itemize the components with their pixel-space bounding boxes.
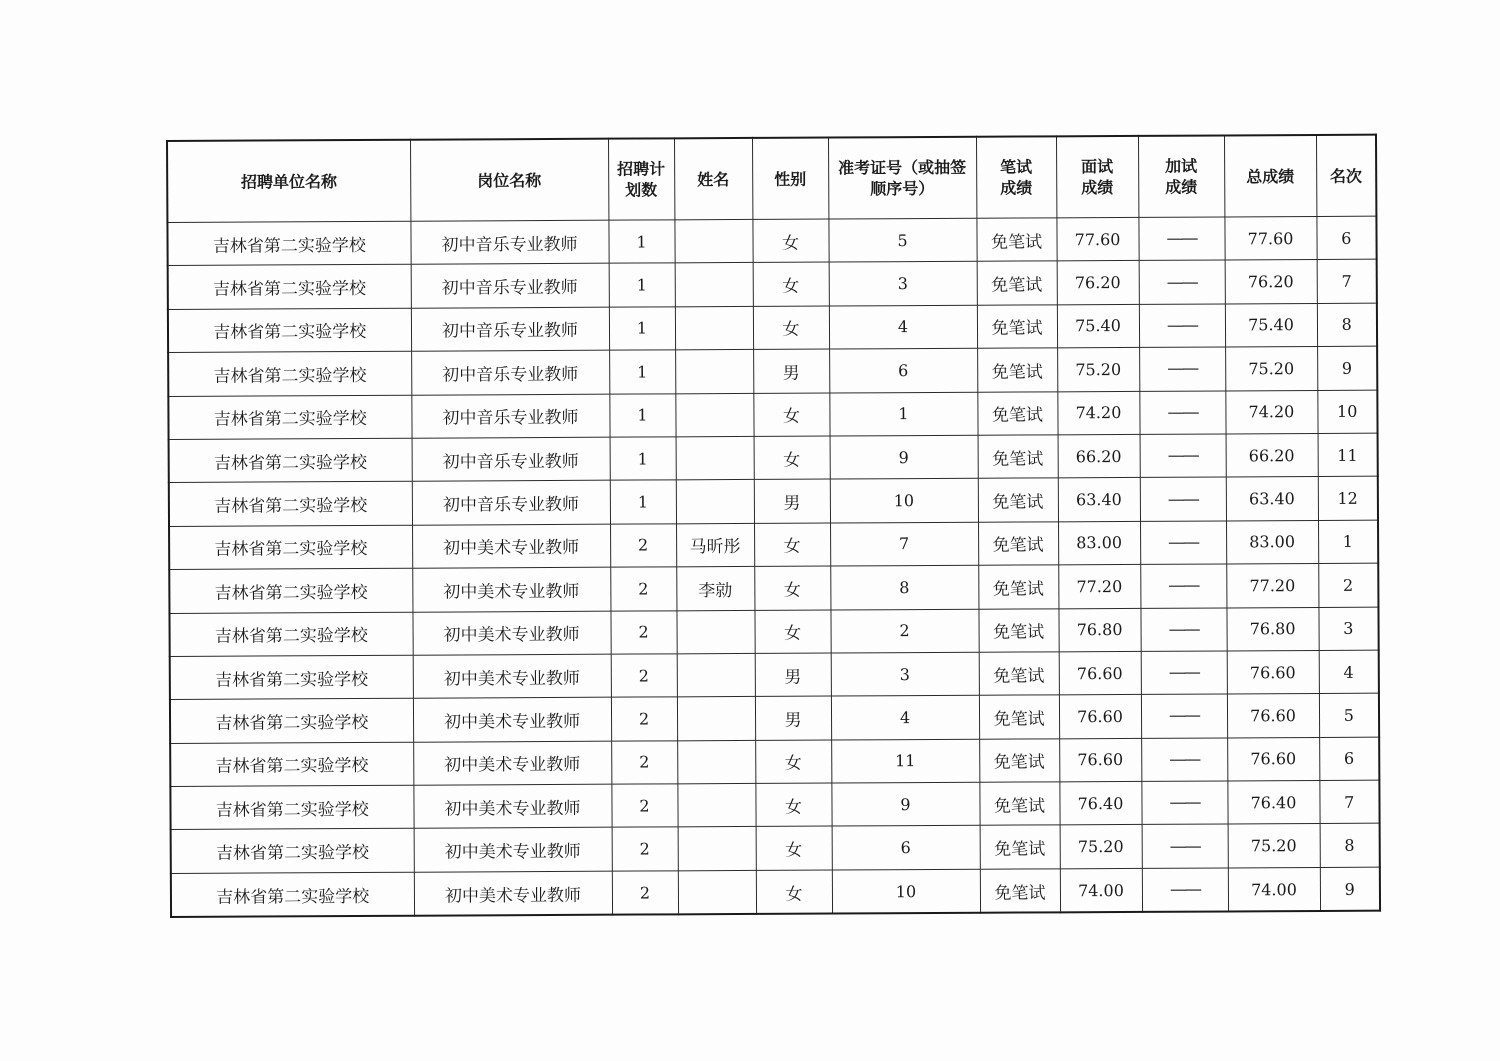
cell-plan: 1: [609, 307, 675, 351]
cell-name: [677, 697, 755, 741]
cell-plan: 1: [609, 393, 675, 437]
cell-interview: 77.20: [1058, 565, 1140, 609]
cell-name: [675, 263, 753, 307]
header-gender: 性别: [752, 138, 828, 220]
cell-total: 76.60: [1227, 650, 1319, 694]
cell-total: 63.40: [1226, 477, 1318, 521]
cell-unit: 吉林省第二实验学校: [168, 351, 411, 396]
table-row: [171, 867, 1380, 917]
cell-interview: 76.60: [1059, 738, 1141, 782]
cell-name: [676, 610, 754, 654]
cell-post: 初中美术专业教师: [413, 697, 611, 741]
cell-rank: 3: [1318, 607, 1378, 651]
cell-written: 免笔试: [978, 478, 1058, 522]
cell-post: 初中美术专业教师: [412, 611, 610, 655]
cell-post: 初中音乐专业教师: [411, 394, 609, 438]
table-row: [168, 303, 1377, 353]
cell-total: 76.60: [1227, 694, 1319, 738]
cell-plan: 1: [609, 263, 675, 307]
cell-written: 免笔试: [978, 565, 1058, 609]
cell-rank: 4: [1319, 650, 1379, 694]
cell-total: 75.20: [1225, 347, 1317, 391]
table-row: [168, 390, 1377, 440]
cell-interview: 76.60: [1059, 651, 1141, 695]
cell-unit: 吉林省第二实验学校: [169, 438, 412, 483]
cell-interview: 63.40: [1058, 478, 1140, 522]
cell-interview: 77.60: [1056, 217, 1138, 261]
cell-gender: 女: [754, 566, 830, 610]
cell-plan: 2: [610, 610, 676, 654]
cell-ticket: 6: [832, 826, 980, 870]
header-row: [167, 135, 1376, 223]
cell-total: 76.60: [1227, 737, 1319, 781]
cell-rank: 7: [1319, 780, 1379, 824]
cell-post: 初中音乐专业教师: [410, 220, 608, 264]
cell-ticket: 7: [830, 522, 978, 566]
cell-post: 初中音乐专业教师: [412, 481, 610, 525]
cell-written: 免笔试: [978, 608, 1058, 652]
cell-extra: ——: [1142, 868, 1228, 912]
cell-name: [677, 784, 755, 828]
table-row: [169, 607, 1378, 657]
header-post: 岗位名称: [410, 139, 608, 222]
cell-name: [674, 219, 752, 263]
cell-extra: ——: [1140, 477, 1226, 521]
cell-plan: 2: [610, 524, 676, 568]
cell-post: 初中美术专业教师: [413, 741, 611, 785]
cell-interview: 75.20: [1060, 825, 1142, 869]
table-header: [167, 135, 1376, 223]
cell-extra: ——: [1141, 694, 1227, 738]
cell-unit: 吉林省第二实验学校: [170, 742, 413, 787]
cell-unit: 吉林省第二实验学校: [171, 872, 414, 917]
cell-unit: 吉林省第二实验学校: [169, 525, 412, 570]
cell-interview: 76.40: [1059, 781, 1141, 825]
cell-plan: 2: [611, 784, 677, 828]
header-written: 笔试成绩: [976, 136, 1056, 218]
cell-post: 初中美术专业教师: [412, 567, 610, 611]
cell-extra: ——: [1142, 824, 1228, 868]
cell-extra: ——: [1140, 564, 1226, 608]
cell-ticket: 9: [831, 782, 979, 826]
cell-total: 76.20: [1225, 260, 1317, 304]
cell-total: 74.20: [1225, 390, 1317, 434]
cell-unit: 吉林省第二实验学校: [168, 308, 411, 353]
header-rank: 名次: [1316, 135, 1376, 217]
cell-gender: 女: [753, 393, 829, 437]
cell-interview: 75.20: [1057, 348, 1139, 392]
cell-written: 免笔试: [979, 695, 1059, 739]
cell-rank: 6: [1319, 737, 1379, 781]
header-name: 姓名: [674, 138, 752, 220]
cell-plan: 2: [611, 654, 677, 698]
cell-plan: 2: [610, 567, 676, 611]
cell-post: 初中音乐专业教师: [411, 307, 609, 351]
cell-ticket: 4: [829, 305, 977, 349]
cell-plan: 2: [611, 697, 677, 741]
table-row: [169, 563, 1378, 613]
table-row: [167, 216, 1376, 266]
cell-written: 免笔试: [979, 782, 1059, 826]
cell-interview: 66.20: [1058, 434, 1140, 478]
cell-written: 免笔试: [979, 739, 1059, 783]
cell-total: 83.00: [1226, 520, 1318, 564]
cell-written: 免笔试: [976, 218, 1056, 262]
cell-gender: 女: [756, 870, 832, 914]
table-row: [169, 520, 1378, 570]
cell-ticket: 9: [830, 435, 978, 479]
cell-ticket: 3: [831, 652, 979, 696]
cell-unit: 吉林省第二实验学校: [170, 699, 413, 744]
cell-unit: 吉林省第二实验学校: [169, 612, 412, 657]
table-row: [168, 346, 1377, 396]
cell-unit: 吉林省第二实验学校: [169, 568, 412, 613]
cell-ticket: 10: [830, 479, 978, 523]
cell-post: 初中音乐专业教师: [412, 437, 610, 481]
cell-written: 免笔试: [977, 305, 1057, 349]
cell-ticket: 3: [829, 262, 977, 306]
table-row: [170, 693, 1379, 743]
cell-rank: 9: [1320, 867, 1380, 911]
cell-ticket: 4: [831, 696, 979, 740]
cell-written: 免笔试: [979, 652, 1059, 696]
cell-rank: 9: [1317, 346, 1377, 390]
cell-ticket: 5: [828, 218, 976, 262]
cell-gender: 女: [753, 306, 829, 350]
header-unit: 招聘单位名称: [167, 140, 410, 223]
cell-post: 初中美术专业教师: [412, 524, 610, 568]
cell-gender: 女: [754, 523, 830, 567]
cell-ticket: 1: [829, 392, 977, 436]
table-row: [169, 433, 1378, 483]
cell-name: [676, 436, 754, 480]
table-row: [169, 477, 1378, 527]
cell-rank: 10: [1317, 390, 1377, 434]
cell-gender: 女: [755, 740, 831, 784]
cell-name: [677, 740, 755, 784]
cell-gender: 男: [755, 653, 831, 697]
cell-interview: 74.20: [1057, 391, 1139, 435]
cell-written: 免笔试: [980, 869, 1060, 913]
cell-total: 77.20: [1226, 564, 1318, 608]
cell-interview: 76.60: [1059, 695, 1141, 739]
cell-post: 初中美术专业教师: [413, 784, 611, 828]
cell-name: [675, 393, 753, 437]
cell-ticket: 11: [831, 739, 979, 783]
table-row: [170, 780, 1379, 830]
cell-extra: ——: [1141, 781, 1227, 825]
cell-unit: 吉林省第二实验学校: [171, 829, 414, 874]
header-interview: 面试成绩: [1056, 136, 1138, 218]
cell-name: [678, 827, 756, 871]
cell-rank: 2: [1318, 563, 1378, 607]
cell-unit: 吉林省第二实验学校: [169, 482, 412, 527]
cell-post: 初中音乐专业教师: [411, 264, 609, 308]
cell-name: 马昕彤: [676, 523, 754, 567]
cell-unit: 吉林省第二实验学校: [168, 265, 411, 310]
cell-rank: 8: [1320, 824, 1380, 868]
cell-extra: ——: [1140, 521, 1226, 565]
table-row: [170, 737, 1379, 787]
cell-total: 74.00: [1228, 867, 1320, 911]
cell-interview: 76.80: [1058, 608, 1140, 652]
cell-ticket: 8: [830, 565, 978, 609]
cell-rank: 1: [1318, 520, 1378, 564]
cell-total: 66.20: [1226, 433, 1318, 477]
cell-post: 初中美术专业教师: [414, 828, 612, 872]
cell-written: 免笔试: [980, 825, 1060, 869]
cell-plan: 2: [612, 827, 678, 871]
cell-unit: 吉林省第二实验学校: [167, 221, 410, 266]
cell-ticket: 2: [830, 609, 978, 653]
cell-gender: 男: [755, 696, 831, 740]
cell-written: 免笔试: [978, 522, 1058, 566]
cell-name: [676, 480, 754, 524]
table-body: [167, 216, 1380, 917]
cell-ticket: 6: [829, 348, 977, 392]
cell-gender: 女: [755, 783, 831, 827]
cell-gender: 女: [756, 826, 832, 870]
cell-interview: 75.40: [1057, 304, 1139, 348]
cell-plan: 1: [609, 350, 675, 394]
cell-name: [675, 350, 753, 394]
header-plan: 招聘计划数: [608, 138, 674, 220]
results-table: [166, 134, 1381, 919]
cell-extra: ——: [1140, 607, 1226, 651]
cell-total: 76.80: [1226, 607, 1318, 651]
cell-plan: 1: [610, 437, 676, 481]
cell-extra: ——: [1141, 738, 1227, 782]
cell-unit: 吉林省第二实验学校: [170, 785, 413, 830]
cell-interview: 83.00: [1058, 521, 1140, 565]
cell-interview: 74.00: [1060, 868, 1142, 912]
cell-extra: ——: [1139, 347, 1225, 391]
cell-rank: 6: [1316, 216, 1376, 260]
cell-written: 免笔试: [977, 348, 1057, 392]
cell-total: 77.60: [1224, 216, 1316, 260]
header-total: 总成绩: [1224, 135, 1316, 217]
cell-rank: 12: [1318, 477, 1378, 521]
cell-gender: 女: [753, 262, 829, 306]
cell-gender: 女: [752, 219, 828, 263]
cell-name: [677, 653, 755, 697]
cell-rank: 5: [1319, 693, 1379, 737]
cell-unit: 吉林省第二实验学校: [170, 655, 413, 700]
cell-extra: ——: [1138, 217, 1224, 261]
cell-gender: 女: [754, 610, 830, 654]
cell-plan: 2: [612, 871, 678, 915]
cell-ticket: 10: [832, 869, 980, 914]
cell-written: 免笔试: [977, 261, 1057, 305]
cell-name: [675, 306, 753, 350]
cell-extra: ——: [1139, 260, 1225, 304]
table-row: [171, 824, 1380, 874]
cell-plan: 1: [608, 220, 674, 264]
cell-extra: ——: [1139, 391, 1225, 435]
cell-interview: 76.20: [1057, 261, 1139, 305]
cell-gender: 男: [753, 349, 829, 393]
cell-written: 免笔试: [978, 435, 1058, 479]
cell-gender: 女: [754, 436, 830, 480]
cell-extra: ——: [1141, 651, 1227, 695]
cell-total: 75.20: [1228, 824, 1320, 868]
cell-total: 76.40: [1227, 781, 1319, 825]
cell-extra: ——: [1139, 304, 1225, 348]
cell-post: 初中美术专业教师: [414, 871, 612, 916]
cell-post: 初中美术专业教师: [413, 654, 611, 698]
cell-gender: 男: [754, 479, 830, 523]
cell-name: [678, 870, 756, 914]
table-row: [168, 260, 1377, 310]
table-row: [170, 650, 1379, 700]
cell-rank: 7: [1317, 260, 1377, 304]
cell-extra: ——: [1140, 434, 1226, 478]
cell-plan: 2: [611, 741, 677, 785]
cell-total: 75.40: [1225, 303, 1317, 347]
cell-plan: 1: [610, 480, 676, 524]
cell-post: 初中音乐专业教师: [411, 350, 609, 394]
cell-unit: 吉林省第二实验学校: [168, 395, 411, 440]
cell-rank: 8: [1317, 303, 1377, 347]
cell-written: 免笔试: [977, 391, 1057, 435]
header-extra: 加试成绩: [1138, 135, 1224, 217]
cell-rank: 11: [1318, 433, 1378, 477]
cell-name: 李勍: [676, 567, 754, 611]
header-ticket: 准考证号（或抽签顺序号）: [828, 137, 976, 219]
